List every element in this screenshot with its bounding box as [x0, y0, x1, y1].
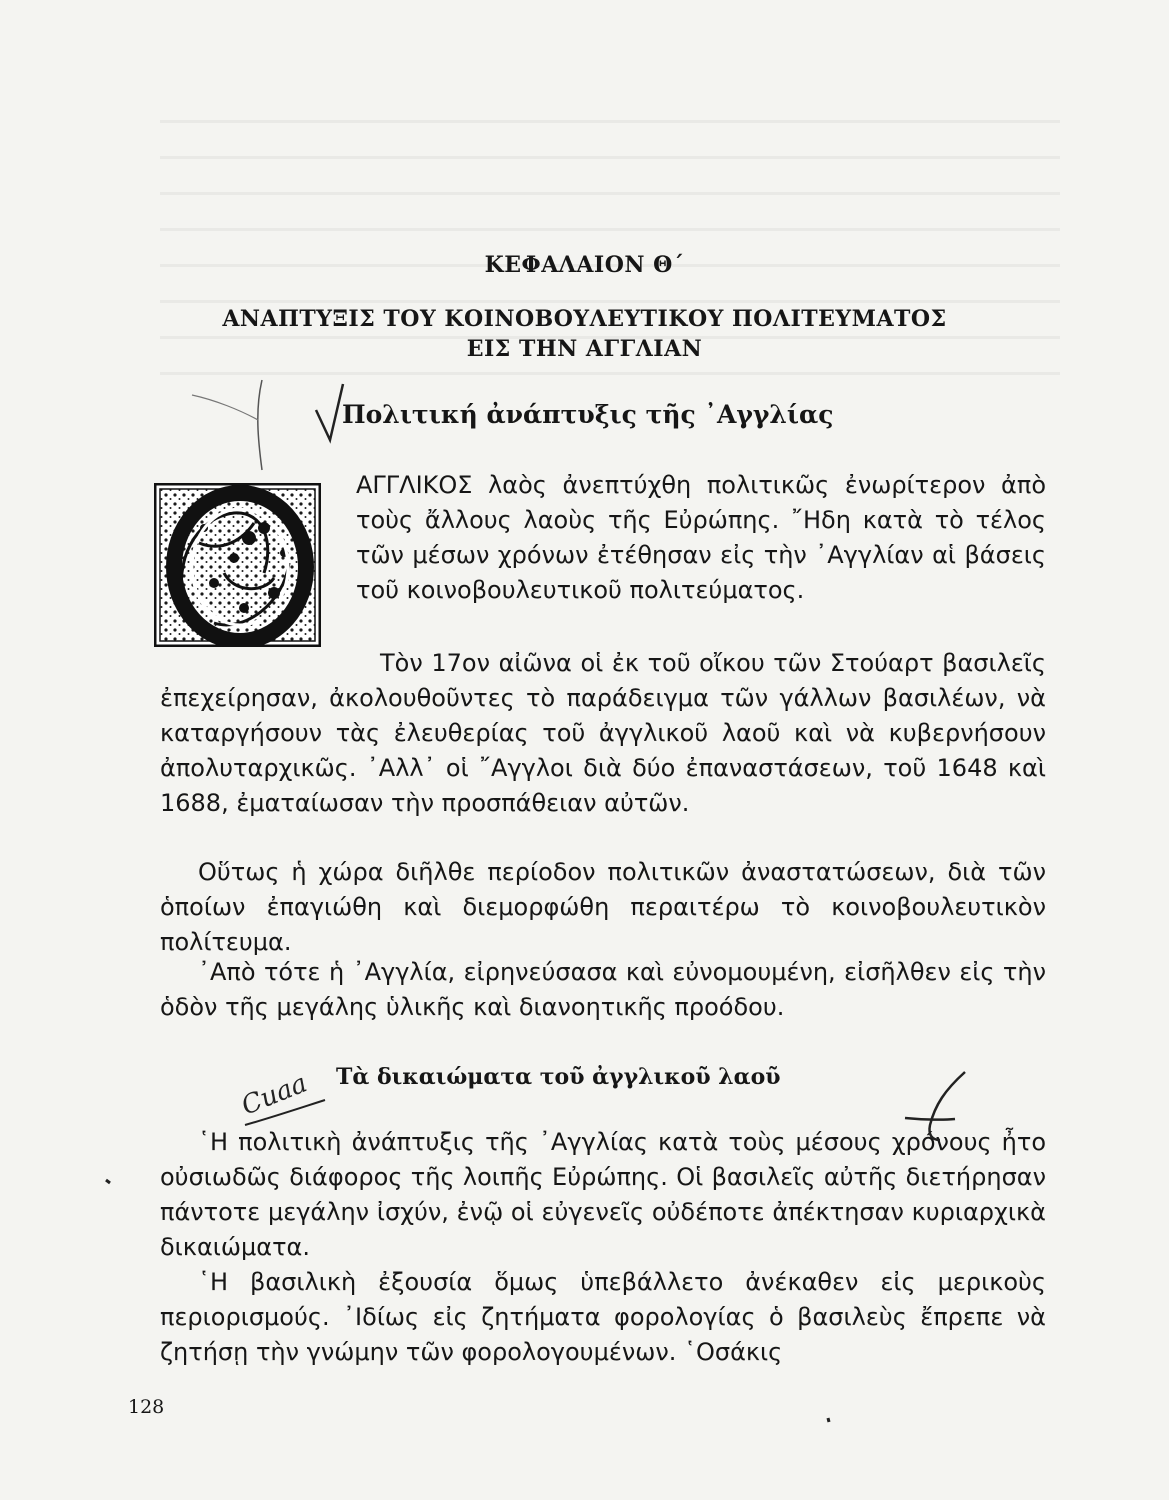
- paragraph-1: ΑΓΓΛΙΚΟΣ λαὸς ἀνεπτύχθη πολιτικῶς ἐνωρίτερον ἀπὸ τοὺς ἄλλους λαοὺς τῆς Εὐρώπης. ῎Ηδη κατὰ τὸ τέλος τῶν μέσων χρόνων ἐτέθησαν εἰς τὴν ᾿Αγγλίαν αἱ βάσεις τοῦ κοινοβουλευτικοῦ πολιτεύματος.: [356, 471, 1046, 604]
- margin-line-annotation: [258, 380, 262, 470]
- paragraph-2: Τὸν 17ον αἰῶνα οἱ ἐκ τοῦ οἴκου τῶν Στούαρτ βασιλεῖς ἐπεχείρησαν, ἀκολουθοῦντες τὸ παράδειγμα τῶν γάλλων βασιλέων, νὰ καταργήσουν τὰς ἐλευθερίας τοῦ ἀγγλικοῦ λαοῦ καὶ νὰ κυβερνήσουν ἀπολυταρχικῶς. ᾿Αλλ᾿ οἱ ῎Αγγλοι διὰ δύο ἐπαναστάσεων, τοῦ 1648 καὶ 1688, ἐματαίωσαν τὴν προσπάθειαν αὐτῶν.: [160, 649, 1046, 817]
- handwritten-note: Cuaa: [237, 1068, 312, 1122]
- chapter-title-line2: ΕΙΣ ΤΗΝ ΑΓΓΛΙΑΝ: [466, 336, 703, 362]
- checkmark-annotation: [316, 384, 343, 440]
- page-number: 128: [128, 1396, 165, 1418]
- chapter-title-line1: ΑΝΑΠΤΥΞΙΣ ΤΟΥ ΚΟΙΝΟΒΟΥΛΕΥΤΙΚΟΥ ΠΟΛΙΤΕΥΜΑΤΟΣ: [222, 306, 947, 332]
- paragraph-4: ᾿Απὸ τότε ἡ ᾿Αγγλία, εἰρηνεύσασα καὶ εὐνομουμένη, εἰσῆλθεν εἰς τὴν ὁδὸν τῆς μεγάλης ὑλικῆς καὶ διανοητικῆς προόδου.: [160, 958, 1046, 1021]
- section1-heading: Πολιτική ἀνάπτυξις τῆς ᾿Αγγλίας: [342, 400, 834, 429]
- cross-annotation: [905, 1118, 955, 1120]
- dropcap-letter: Ο: [240, 567, 241, 568]
- paragraph-3: Οὕτως ἡ χώρα διῆλθε περίοδον πολιτικῶν ἀναστατώσεων, διὰ τῶν ὁποίων ἐπαγιώθη καὶ διεμορφώθη περαιτέρω τὸ κοινοβουλευτικὸν πολίτευμα.: [160, 858, 1046, 956]
- section2-heading: Τὰ δικαιώματα τοῦ ἀγγλικοῦ λαοῦ: [336, 1064, 781, 1090]
- paragraph-6: ῾Η βασιλικὴ ἐξουσία ὅμως ὑπεβάλλετο ἀνέκαθεν εἰς μερικοὺς περιορισμούς. ᾿Ιδίως εἰς ζητήματα φορολογίας ὁ βασιλεὺς ἔπρεπε νὰ ζητήσῃ τὴν γνώμην τῶν φορολογουμένων. ῾Οσάκις: [160, 1268, 1046, 1366]
- paragraph-5: ῾Η πολιτικὴ ἀνάπτυξις τῆς ᾿Αγγλίας κατὰ τοὺς μέσους χρόνους ἦτο οὐσιωδῶς διάφορος τῆς λοιπῆς Εὐρώπης. Οἱ βασιλεῖς αὐτῆς διετήρησαν πάντοτε μεγάλην ἰσχύν, ἐνῷ οἱ εὐγενεῖς οὐδέποτε ἀπέκτησαν κυριαρχικὰ δικαιώματα.: [160, 1128, 1046, 1261]
- chapter-heading: ΚΕΦΑΛΑΙΟΝ Θ΄: [484, 252, 685, 278]
